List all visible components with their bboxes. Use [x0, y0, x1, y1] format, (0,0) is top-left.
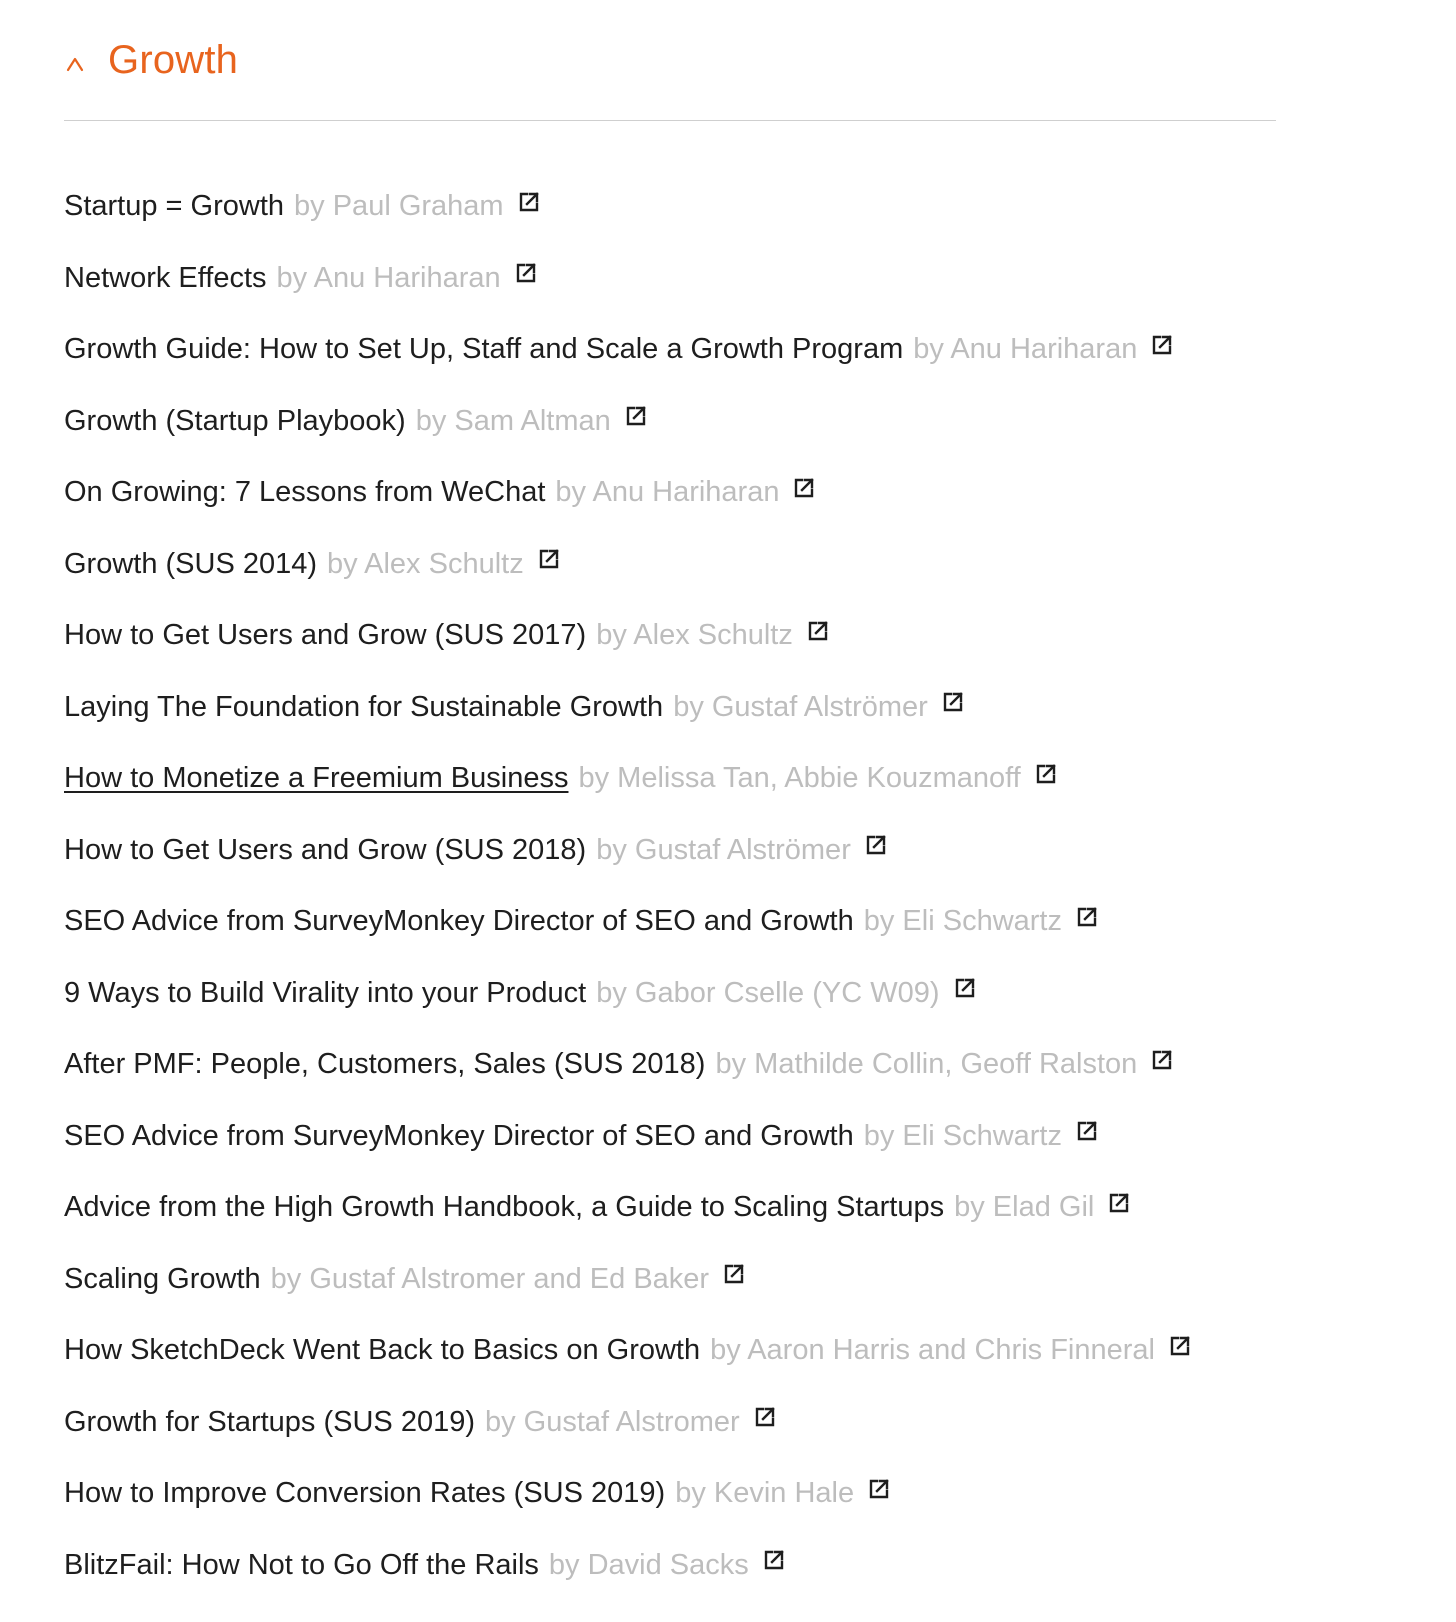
resource-title-link[interactable]: Scaling Growth: [64, 1262, 261, 1295]
resource-title-link[interactable]: How to Monetize a Freemium Business: [64, 762, 569, 795]
external-link-icon[interactable]: [1151, 334, 1173, 356]
resource-title-link[interactable]: Growth (Startup Playbook): [64, 404, 406, 437]
external-link-icon[interactable]: [515, 262, 537, 284]
resource-author: by Alex Schultz: [327, 547, 524, 580]
resource-title-link[interactable]: Advice from the High Growth Handbook, a Guide to Scaling Startups: [64, 1191, 945, 1224]
list-item: [64, 743, 1276, 815]
resource-author: by Anu Hariharan: [276, 261, 501, 294]
resource-list: [64, 121, 1276, 1601]
external-link-icon[interactable]: [793, 477, 815, 499]
chevron-up-icon[interactable]: [64, 53, 86, 75]
resource-title-link[interactable]: How SketchDeck Went Back to Basics on Growth: [64, 1334, 701, 1367]
external-link-icon[interactable]: [763, 1549, 785, 1571]
external-link-icon[interactable]: [1076, 1120, 1098, 1142]
resource-title-link[interactable]: Startup = Growth: [64, 190, 285, 223]
list-item: [64, 672, 1276, 744]
resource-title-link[interactable]: 9 Ways to Build Virality into your Product: [64, 976, 587, 1009]
resource-author: by Melissa Tan, Abbie Kouzmanoff: [578, 762, 1021, 795]
list-item: [64, 958, 1276, 1030]
resource-title-link[interactable]: Growth (SUS 2014): [64, 547, 318, 580]
section-header-toggle[interactable]: [64, 0, 1276, 121]
resource-author: by Elad Gil: [954, 1191, 1095, 1224]
resource-title-link[interactable]: BlitzFail: How Not to Go Off the Rails: [64, 1548, 539, 1581]
list-item: [64, 314, 1276, 386]
list-item: [64, 1029, 1276, 1101]
list-item: [64, 243, 1276, 315]
resource-author: by Anu Hariharan: [913, 333, 1138, 366]
list-item: [64, 886, 1276, 958]
external-link-icon[interactable]: [865, 834, 887, 856]
section-title: Growth: [108, 38, 239, 82]
resource-author: by Eli Schwartz: [863, 1119, 1062, 1152]
external-link-icon[interactable]: [1151, 1049, 1173, 1071]
external-link-icon[interactable]: [1035, 763, 1057, 785]
resource-title-link[interactable]: How to Get Users and Grow (SUS 2018): [64, 833, 587, 866]
resource-title-link[interactable]: Laying The Foundation for Sustainable Growth: [64, 690, 664, 723]
resource-title-link[interactable]: Network Effects: [64, 261, 267, 294]
external-link-icon[interactable]: [807, 620, 829, 642]
external-link-icon[interactable]: [942, 691, 964, 713]
resource-author: by Gustaf Alströmer: [673, 690, 928, 723]
list-item: [64, 1458, 1276, 1530]
external-link-icon[interactable]: [723, 1263, 745, 1285]
list-item: [64, 171, 1276, 243]
list-item: [64, 1244, 1276, 1316]
list-item: [64, 1387, 1276, 1459]
resource-author: by Gustaf Alstromer and Ed Baker: [270, 1262, 710, 1295]
external-link-icon[interactable]: [754, 1406, 776, 1428]
resource-author: by Anu Hariharan: [555, 476, 780, 509]
resource-title-link[interactable]: After PMF: People, Customers, Sales (SUS 2018): [64, 1048, 706, 1081]
list-item: [64, 1530, 1276, 1602]
resource-author: by David Sacks: [548, 1548, 749, 1581]
resource-author: by Mathilde Collin, Geoff Ralston: [715, 1048, 1138, 1081]
list-item: [64, 1172, 1276, 1244]
resource-author: by Gabor Cselle (YC W09): [596, 976, 940, 1009]
external-link-icon[interactable]: [868, 1478, 890, 1500]
external-link-icon[interactable]: [538, 548, 560, 570]
resource-author: by Paul Graham: [294, 190, 504, 223]
list-item: [64, 457, 1276, 529]
resource-author: by Eli Schwartz: [863, 905, 1062, 938]
resource-author: by Gustaf Alströmer: [596, 833, 851, 866]
list-item: [64, 815, 1276, 887]
external-link-icon[interactable]: [1108, 1192, 1130, 1214]
resource-author: by Sam Altman: [415, 404, 611, 437]
resource-author: by Alex Schultz: [596, 619, 793, 652]
resource-author: by Kevin Hale: [675, 1477, 855, 1510]
external-link-icon[interactable]: [518, 191, 540, 213]
list-item: [64, 1101, 1276, 1173]
external-link-icon[interactable]: [1076, 906, 1098, 928]
growth-section: [64, 0, 1276, 1601]
list-item: [64, 1315, 1276, 1387]
resource-title-link[interactable]: Growth for Startups (SUS 2019): [64, 1405, 475, 1438]
list-item: [64, 600, 1276, 672]
resource-author: by Gustaf Alstromer: [485, 1405, 740, 1438]
resource-title-link[interactable]: How to Improve Conversion Rates (SUS 2019): [64, 1477, 666, 1510]
resource-title-link[interactable]: Growth Guide: How to Set Up, Staff and Scale a Growth Program: [64, 333, 904, 366]
external-link-icon[interactable]: [625, 405, 647, 427]
resource-title-link[interactable]: How to Get Users and Grow (SUS 2017): [64, 619, 587, 652]
external-link-icon[interactable]: [954, 977, 976, 999]
external-link-icon[interactable]: [1169, 1335, 1191, 1357]
resource-title-link[interactable]: SEO Advice from SurveyMonkey Director of SEO and Growth: [64, 905, 854, 938]
list-item: [64, 386, 1276, 458]
resource-author: by Aaron Harris and Chris Finneral: [710, 1334, 1155, 1367]
list-item: [64, 529, 1276, 601]
resource-title-link[interactable]: On Growing: 7 Lessons from WeChat: [64, 476, 546, 509]
resource-title-link[interactable]: SEO Advice from SurveyMonkey Director of SEO and Growth: [64, 1119, 854, 1152]
